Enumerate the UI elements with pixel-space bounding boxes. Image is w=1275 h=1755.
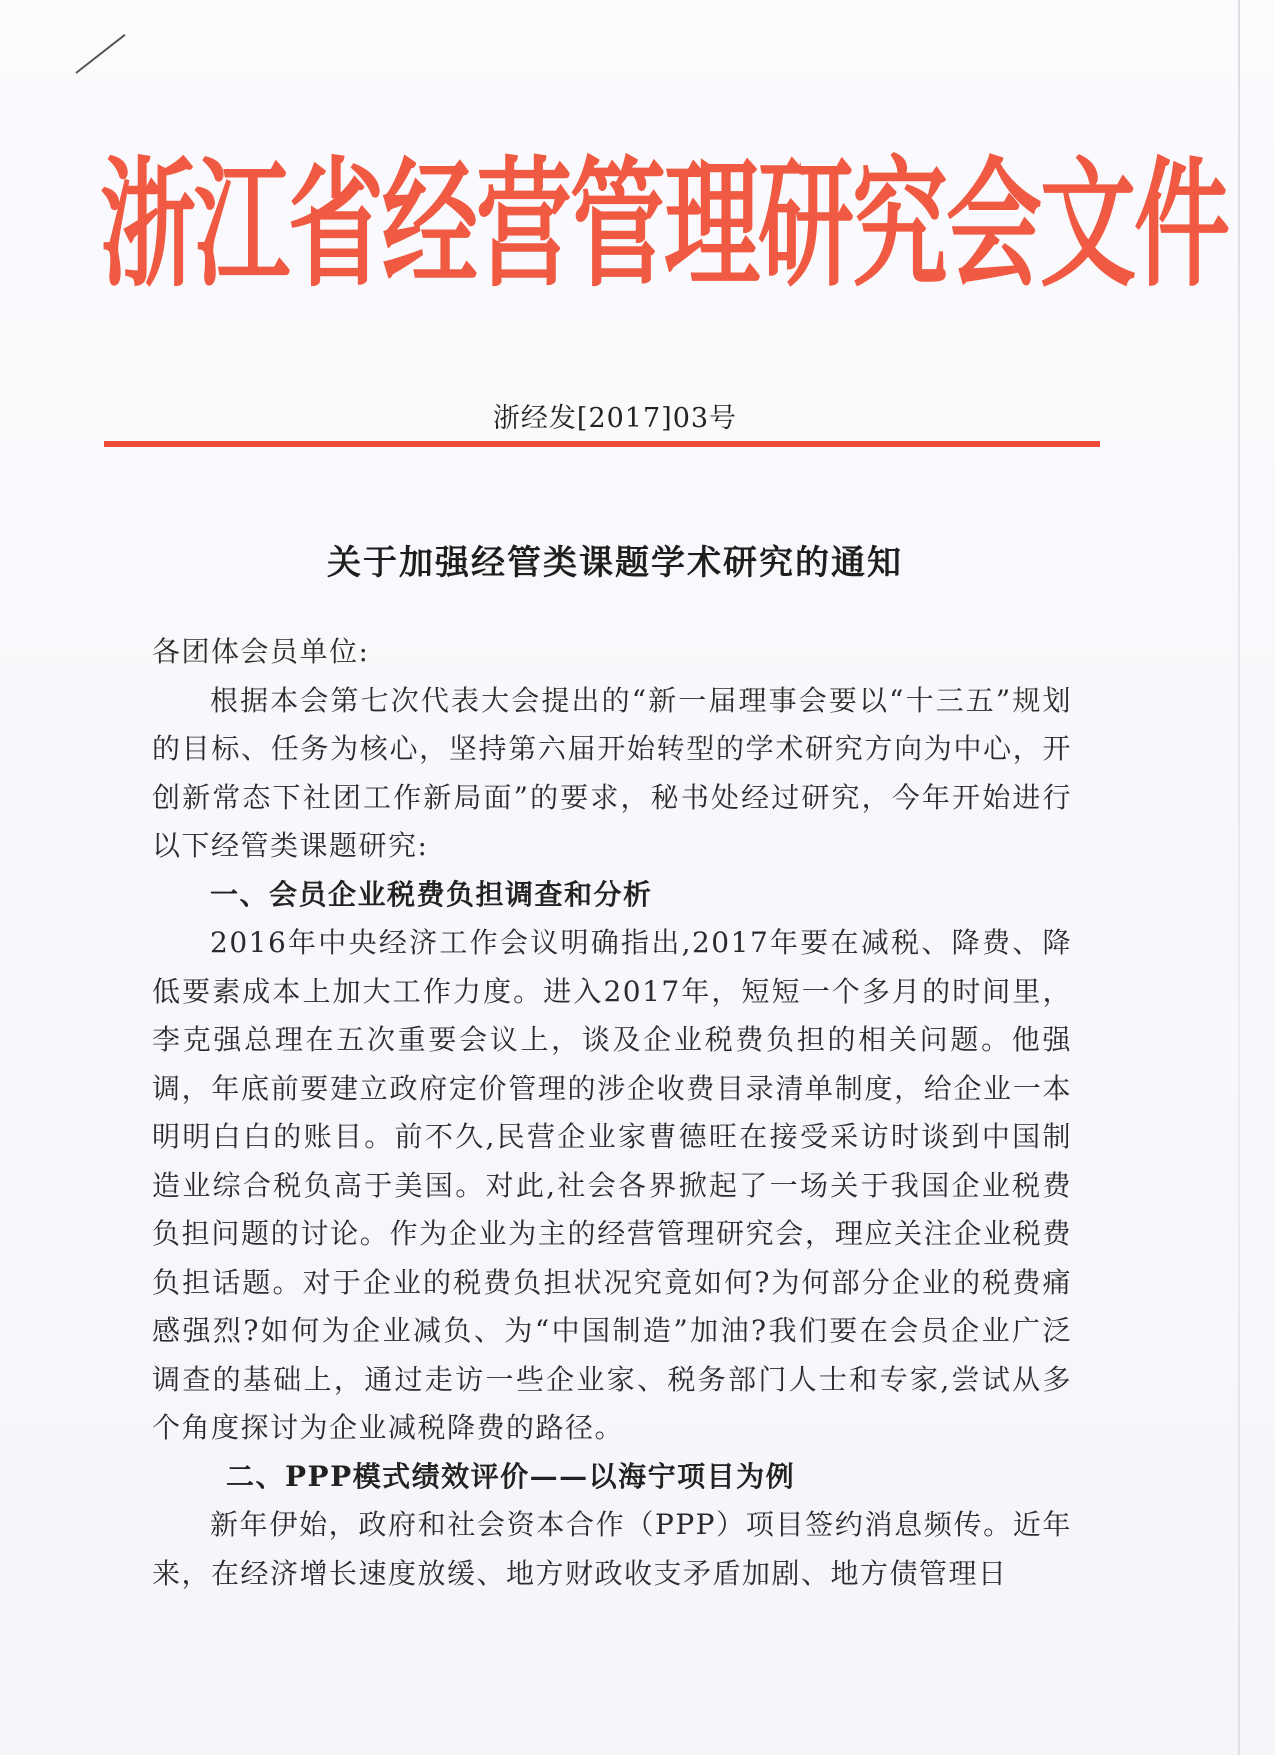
intro-paragraph: 根据本会第七次代表大会提出的“新一届理事会要以“十三五”规划的目标、任务为核心，坚持第六届开始转型的学术研究方向为中心，开创新常态下社团工作新局面”的要求，秘书处经过研究，今年开始进行以下经管类课题研究: bbox=[152, 683, 1072, 862]
page-edge-shadow bbox=[1238, 0, 1240, 1755]
org-header-title: 浙江省经营管理研究会文件 bbox=[100, 143, 1228, 307]
section-1-paragraph: 2016年中央经济工作会议明确指出,2017年要在减税、降费、降低要素成本上加大工作力度。进入2017年，短短一个多月的时间里，李克强总理在五次重要会议上，谈及企业税费负担的相关问题。他强调，年底前要建立政府定价管理的涉企收费目录清单制度，给企业一本明明白白的账目。前不久,民营企业家曹德旺在接受采访时谈到中国制造业综合税负高于美国。对此,社会各界掀起了一场关于我国企业税费负担问题的讨论。作为企业为主的经营管理研究会，理应关注企业税费负担话题。对于企业的税费负担状况究竟如何?为何部分企业的税费痛感强烈?如何为企业减负、为“中国制造”加油?我们要在会员企业广泛调查的基础上，通过走访一些企业家、税务部门人士和专家,尝试从多个角度探讨为企业减税降费的路径。 bbox=[152, 926, 1072, 1444]
section-2-heading: 二、PPP模式绩效评价——以海宁项目为例 bbox=[226, 1459, 796, 1493]
salutation: 各团体会员单位: bbox=[152, 635, 370, 668]
document-number: 浙经发[2017]03号 bbox=[492, 403, 738, 434]
section-1-heading: 一、会员企业税费负担调查和分析 bbox=[210, 877, 653, 911]
notice-title: 关于加强经管类课题学术研究的通知 bbox=[327, 543, 903, 583]
section-2-paragraph: 新年伊始，政府和社会资本合作（PPP）项目签约消息频传。近年来，在经济增长速度放缓、地方财政收支矛盾加剧、地方债管理日 bbox=[152, 1508, 1072, 1590]
pen-mark bbox=[75, 34, 125, 74]
red-divider-rule bbox=[104, 441, 1100, 447]
notice-body bbox=[152, 628, 1072, 1598]
